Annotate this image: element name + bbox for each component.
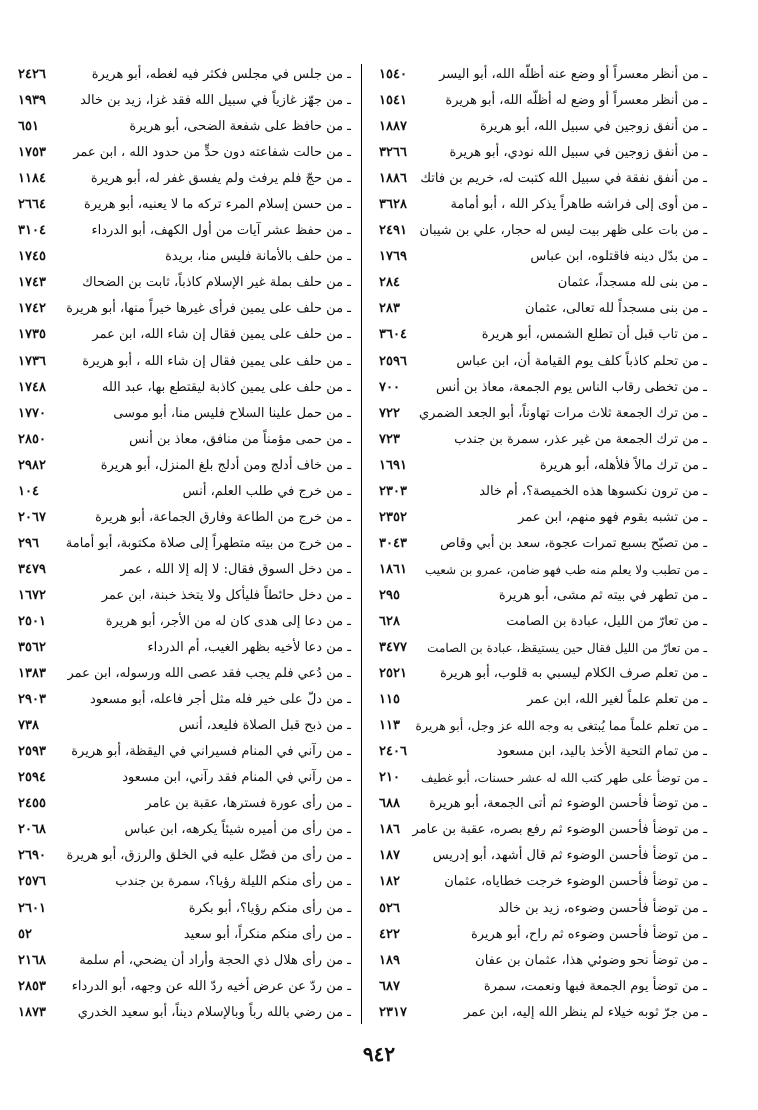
entry-number: ٥٢٦ — [379, 900, 400, 916]
entry-number: ٧٣٨ — [18, 718, 39, 734]
index-entry — [16, 765, 351, 791]
entry-text: ـ من رآني في المنام فقد رآني، ابن مسعود — [122, 770, 351, 786]
entry-text: ـ من ردّ عن عرض أخيه ردّ الله عن وجهه، أبو الدرداء — [71, 978, 351, 994]
entry-text: ـ من دخل السوق فقال: لا إله إلا الله ، عمر — [120, 561, 351, 577]
index-entry — [375, 427, 707, 453]
index-entry — [375, 713, 707, 739]
entry-number: ١٧٦٩ — [379, 249, 407, 265]
entry-number: ١٨٨٦ — [379, 171, 407, 187]
entry-number: ٢٦٩٠ — [18, 848, 46, 864]
entry-text: ـ من حمى مؤمناً من منافق، معاذ بن أنس — [129, 431, 351, 447]
entry-text: ـ من رأى عورة فسترها، عقبة بن عامر — [145, 796, 351, 812]
entry-number: ١٧٥٣ — [18, 145, 46, 161]
entry-text: ـ من أنظر معسراً أو وضع عنه أظلّه الله، أبو اليسر — [439, 67, 707, 82]
entry-number: ١٧٧٠ — [18, 405, 46, 421]
entry-number: ١٧٤٢ — [18, 301, 46, 317]
entry-text: ـ من أنظر معسراً أو وضع له أظلّه الله، أبو هريرة — [445, 93, 707, 109]
index-entry — [16, 635, 351, 661]
entry-text: ـ من خرج من الطاعة وفارق الجماعة، أبو هريرة — [95, 509, 351, 525]
index-entry — [375, 531, 707, 557]
entry-number: ٢٥٠١ — [18, 613, 46, 629]
entry-number: ٦٨٧ — [379, 978, 400, 994]
entry-text: ـ من تعارّ من الليل، عبادة بن الصامت — [506, 613, 707, 629]
entry-text: ـ من توضأ فأحسن الوضوء ثم رفع بصره، عقبة بن عامر — [412, 822, 707, 838]
index-entry — [16, 192, 351, 218]
index-entry — [375, 88, 707, 114]
index-entry — [375, 1000, 707, 1026]
index-entry — [16, 270, 351, 296]
entry-text: ـ من حلف على يمين فرأى غيرها خيراً منها، أبو هريرة — [66, 301, 351, 317]
index-entry — [16, 817, 351, 843]
entry-text: ـ من حسن إسلام المرء تركه ما لا يعنيه، أبو هريرة — [84, 197, 351, 213]
entry-number: ٢٨٤ — [379, 275, 400, 291]
entry-number: ١٨٢ — [379, 874, 400, 890]
index-entry — [375, 166, 707, 192]
entry-number: ٧٢٢ — [379, 405, 400, 421]
entry-number: ٧٢٣ — [379, 431, 400, 447]
index-entry — [375, 635, 707, 661]
entry-text: ـ من ترون نكسوها هذه الخميصة؟، أم خالد — [479, 483, 707, 499]
entry-text: ـ من أوى إلى فراشه طاهراً يذكر الله ، أبو أمامة — [450, 197, 707, 213]
entry-text: ـ من تعلم صرف الكلام ليسبي به قلوب، أبو هريرة — [439, 666, 707, 682]
entry-number: ١٧٤٥ — [18, 249, 46, 265]
index-entry — [16, 609, 351, 635]
entry-number: ١٥٤٠ — [379, 67, 407, 82]
entry-text: ـ من أنفق نفقة في سبيل الله كتبت له، خريم بن فاتك — [420, 171, 707, 187]
entry-text: ـ من دعا إلى هدى كان له من الأجر، أبو هريرة — [105, 613, 351, 629]
index-entry — [375, 583, 707, 609]
entry-text: ـ من رأى من أميره شيئاً يكرهه، ابن عباس — [124, 822, 351, 838]
entry-text: ـ من حفظ عشر آيات من أول الكهف، أبو الدرداء — [91, 223, 351, 239]
entry-text: ـ من ذبح قبل الصلاة فليعد، أنس — [178, 718, 351, 734]
entry-number: ٥٢ — [18, 926, 32, 942]
entry-number: ٢٩٥ — [379, 587, 400, 603]
entry-text: ـ من تعلم علماً مما يُبتغى به وجه الله عز وجل، أبو هريرة — [415, 718, 707, 734]
entry-text: ـ من تخطى رقاب الناس يوم الجمعة، معاذ بن أنس — [436, 379, 707, 395]
entry-number: ١٧٣٦ — [18, 353, 46, 369]
entry-number: ٢٩٦ — [18, 535, 39, 551]
entry-number: ١٣٨٣ — [18, 666, 46, 682]
entry-number: ١٠٤ — [18, 483, 39, 499]
index-entry — [16, 88, 351, 114]
entry-text: ـ من تطهر في بيته ثم مشى، أبو هريرة — [498, 587, 707, 603]
entry-text: ـ من بات على ظهر بيت ليس له حجار، علي بن شيبان — [419, 223, 707, 239]
index-entry — [16, 375, 351, 401]
index-entry — [16, 114, 351, 140]
entry-number: ٢٦٠١ — [18, 900, 46, 916]
index-entry — [16, 739, 351, 765]
entry-number: ٣٦٠٤ — [379, 327, 407, 343]
entry-number: ١٦٩١ — [379, 457, 407, 473]
entry-number: ٦٥١ — [18, 119, 39, 135]
index-entry — [375, 322, 707, 348]
index-entry — [375, 869, 707, 895]
entry-number: ١٧٤٣ — [18, 275, 46, 291]
entry-number: ١٧٣٥ — [18, 327, 46, 343]
entry-number: ٢٥٢١ — [379, 666, 407, 682]
entry-number: ٢٥٩٦ — [379, 353, 407, 369]
entry-text: ـ من بدّل دينه فاقتلوه، ابن عباس — [530, 249, 707, 265]
entry-number: ٧٠٠ — [379, 379, 400, 395]
index-entry — [16, 401, 351, 427]
entry-number: ٢٨٥٠ — [18, 431, 46, 447]
entry-text: ـ من خاف أدلج ومن أدلج بلغ المنزل، أبو هريرة — [100, 457, 351, 473]
entry-text: ـ من حلف بملة غير الإسلام كاذباً، ثابت بن الضحاك — [82, 275, 351, 291]
index-entry — [16, 948, 351, 974]
entry-number: ٣٤٧٩ — [18, 561, 46, 577]
index-entry — [375, 218, 707, 244]
entry-text: ـ من تصبّح بسبع تمرات عجوة، سعد بن أبي وقاص — [440, 535, 707, 551]
index-column-left — [16, 62, 351, 1027]
entry-text: ـ من ترك الجمعة ثلاث مرات تهاوناً، أبو الجعد الضمري — [418, 405, 707, 421]
index-entry — [16, 140, 351, 166]
entry-number: ١٨٨٧ — [379, 119, 407, 135]
entry-text: ـ من أنفق زوجين في سبيل الله نودي، أبو هريرة — [449, 145, 707, 161]
entry-number: ٢٥٩٣ — [18, 744, 46, 760]
entry-text: ـ من رضي بالله رباً وبالإسلام ديناً، أبو سعيد الخدري — [77, 1004, 351, 1020]
index-entry — [16, 296, 351, 322]
entry-number: ٢٠٦٨ — [18, 822, 46, 838]
entry-text: ـ من تاب قبل أن تطلع الشمس، أبو هريرة — [481, 327, 707, 343]
index-entry — [16, 218, 351, 244]
entry-text: ـ من توضأ فأحسن وضوءه، زيد بن خالد — [498, 900, 707, 916]
entry-number: ١١٥ — [379, 692, 400, 708]
index-entry — [16, 166, 351, 192]
entry-number: ٢٤٩١ — [379, 223, 407, 239]
entry-number: ٢٤٢٦ — [18, 67, 46, 82]
entry-text: ـ من توضأ فأحسن الوضوء خرجت خطاياه، عثمان — [444, 874, 707, 890]
index-entry — [16, 791, 351, 817]
entry-text: ـ من حمل علينا السلاح فليس منا، أبو موسى — [113, 405, 351, 421]
index-entry — [16, 843, 351, 869]
entry-text: ـ من تطبب ولا يعلم منه طب فهو ضامن، عمرو بن شعيب — [424, 562, 707, 577]
entry-number: ٦٢٨ — [379, 613, 400, 629]
entry-number: ١٩٣٩ — [18, 93, 46, 109]
entry-number: ٢٥٩٤ — [18, 770, 46, 786]
entry-number: ٤٢٢ — [379, 926, 400, 942]
index-entry — [16, 349, 351, 375]
index-entry — [16, 583, 351, 609]
entry-text: ـ من تمام التحية الأخذ باليد، ابن مسعود — [496, 744, 707, 760]
entry-number: ٣٦٢٨ — [379, 197, 407, 213]
entry-text: ـ من رأى هلال ذي الحجة وأراد أن يضحي، أم سلمة — [79, 952, 351, 968]
entry-number: ١١٣ — [379, 718, 400, 734]
index-entry — [375, 765, 707, 791]
entry-text: ـ من دُعي فلم يجب فقد عصى الله ورسوله، ابن عمر — [67, 666, 351, 682]
entry-number: ٢٨٣ — [379, 301, 400, 317]
entry-text: ـ من توضأ فأحسن الوضوء ثم قال أشهد، أبو إدريس — [432, 848, 707, 864]
entry-text: ـ من توضأ نحو وضوئي هذا، عثمان بن عفان — [475, 952, 707, 968]
index-entry — [375, 896, 707, 922]
entry-text: ـ من توضأ فأحسن وضوءه ثم راح، أبو هريرة — [470, 926, 707, 942]
index-entry — [375, 687, 707, 713]
entry-text: ـ من دخل حائطاً فليأكل ولا يتخذ خبنة، ابن عمر — [101, 587, 351, 603]
index-entry — [375, 114, 707, 140]
index-entry — [375, 948, 707, 974]
index-entry — [16, 453, 351, 479]
entry-text: ـ من رأى منكم رؤيا؟، أبو بكرة — [188, 900, 351, 916]
entry-number: ١٦٧٢ — [18, 587, 46, 603]
index-entry — [16, 896, 351, 922]
entry-number: ٢٣٥٢ — [379, 509, 407, 525]
entry-text: ـ من تعلم علماً لغير الله، ابن عمر — [527, 692, 707, 708]
entry-text: ـ من حلف بالأمانة فليس منا، بريدة — [165, 249, 351, 265]
index-entry — [16, 427, 351, 453]
index-entry — [375, 479, 707, 505]
entry-number: ١٨٩ — [379, 952, 400, 968]
entry-number: ٢٣٠٣ — [379, 483, 407, 499]
entry-text: ـ من تشبه بقوم فهو منهم، ابن عمر — [518, 509, 707, 525]
entry-text: ـ من ترك مالاً فلأهله، أبو هريرة — [539, 457, 707, 473]
entry-text: ـ من تعارّ من الليل فقال حين يستيقظ، عبادة بن الصامت — [427, 641, 707, 656]
entry-text: ـ من أنفق زوجين في سبيل الله، أبو هريرة — [479, 119, 707, 135]
index-entry — [16, 661, 351, 687]
entry-text: ـ من دلّ على خير فله مثل أجر فاعله، أبو مسعود — [90, 692, 351, 708]
entry-number: ٢٠٦٧ — [18, 509, 46, 525]
index-entry — [375, 974, 707, 1000]
index-entry — [375, 505, 707, 531]
entry-number: ١٧٤٨ — [18, 379, 46, 395]
entry-text: ـ من حلف على يمين فقال إن شاء الله، ابن عمر — [92, 327, 351, 343]
index-entry — [16, 869, 351, 895]
index-entry — [375, 192, 707, 218]
index-entry — [375, 791, 707, 817]
entry-number: ١٥٤١ — [379, 93, 407, 109]
index-entry — [375, 817, 707, 843]
entry-number: ٣٥٦٢ — [18, 640, 46, 656]
index-entry — [16, 557, 351, 583]
index-entry — [16, 531, 351, 557]
entry-text: ـ من تحلم كاذباً كلف يوم القيامة أن، ابن عباس — [456, 353, 707, 369]
column-divider — [361, 64, 362, 1024]
entry-number: ٣١٠٤ — [18, 223, 46, 239]
entry-text: ـ من دعا لأخيه بظهر الغيب، أم الدرداء — [147, 640, 351, 656]
index-entry — [375, 375, 707, 401]
entry-number: ١٨٦١ — [379, 561, 407, 577]
entry-number: ٢١٠ — [379, 770, 400, 786]
entry-text: ـ من توضأ على طهر كتب الله له عشر حسنات، أبو غطيف — [421, 771, 707, 786]
entry-text: ـ من رأى منكم الليلة رؤيا؟، سمرة بن جندب — [115, 874, 351, 890]
index-entry — [375, 739, 707, 765]
entry-text: ـ من خرج من بيته متطهراً إلى صلاة مكتوبة، أبو أمامة — [65, 535, 351, 551]
entry-text: ـ من جلس في مجلس فكثر فيه لغطه، أبو هريرة — [91, 67, 351, 82]
entry-number: ١٨٦ — [379, 822, 400, 838]
index-entry — [375, 609, 707, 635]
index-entry — [16, 974, 351, 1000]
entry-text: ـ من حافظ على شفعة الضحى، أبو هريرة — [129, 119, 351, 135]
entry-text: ـ من حالت شفاعته دون حدٍّ من حدود الله ، ابن عمر — [73, 145, 351, 161]
index-entry — [375, 922, 707, 948]
entry-text: ـ من بنى لله مسجداً، عثمان — [557, 275, 707, 291]
entry-text: ـ من ترك الجمعة من غير عذر، سمرة بن جندب — [454, 431, 707, 447]
entry-number: ١٨٧ — [379, 848, 400, 864]
index-entry — [16, 1000, 351, 1026]
entry-number: ٣٠٤٣ — [379, 535, 407, 551]
entry-number: ٢٦٦٤ — [18, 197, 46, 213]
index-entry — [16, 505, 351, 531]
entry-number: ٢٣١٧ — [379, 1004, 407, 1020]
entry-text: ـ من توضأ فأحسن الوضوء ثم أتى الجمعة، أبو هريرة — [429, 796, 707, 812]
page-number: ٩٤٢ — [362, 1042, 396, 1066]
entry-text: ـ من توضأ يوم الجمعة فبها ونعمت، سمرة — [483, 978, 707, 994]
entry-number: ٢٨٥٣ — [18, 978, 46, 994]
index-entry — [16, 62, 351, 88]
entry-number: ٦٨٨ — [379, 796, 400, 812]
index-column-right — [375, 62, 707, 1027]
index-entry — [375, 661, 707, 687]
entry-number: ٣٤٧٧ — [379, 640, 407, 656]
index-entry — [375, 349, 707, 375]
entry-text: ـ من خرج في طلب العلم، أنس — [182, 483, 351, 499]
index-entry — [375, 296, 707, 322]
entry-number: ٢٥٧٦ — [18, 874, 46, 890]
index-entry — [16, 713, 351, 739]
entry-text: ـ من رأى منكم منكراً، أبو سعيد — [183, 926, 351, 942]
index-entry — [375, 401, 707, 427]
index-entry — [16, 922, 351, 948]
entry-number: ٢١٦٨ — [18, 952, 46, 968]
entry-text: ـ من جهّز غازياً في سبيل الله فقد غزا، زيد بن خالد — [80, 93, 351, 109]
index-entry — [375, 140, 707, 166]
index-entry — [16, 479, 351, 505]
entry-number: ١١٨٤ — [18, 171, 46, 187]
entry-number: ٢٩٨٢ — [18, 457, 46, 473]
index-entry — [16, 687, 351, 713]
entry-number: ٣٢٦٦ — [379, 145, 407, 161]
entry-text: ـ من حجّ فلم يرفث ولم يفسق غفر له، أبو هريرة — [90, 171, 351, 187]
entry-text: ـ من جرّ ثوبه خيلاء لم ينظر الله إليه، ابن عمر — [463, 1004, 707, 1020]
entry-text: ـ من حلف على يمين فقال إن شاء الله ، أبو هريرة — [82, 353, 351, 369]
entry-number: ٢٤٥٥ — [18, 796, 46, 812]
index-entry — [16, 322, 351, 348]
index-entry — [375, 843, 707, 869]
index-entry — [375, 453, 707, 479]
entry-text: ـ من رأى من فضّل عليه في الخلق والرزق، أبو هريرة — [66, 848, 351, 864]
index-entry — [375, 557, 707, 583]
index-entry — [375, 270, 707, 296]
entry-text: ـ من رآني في المنام فسيراني في اليقظة، أبو هريرة — [71, 744, 351, 760]
entry-number: ٢٩٠٣ — [18, 692, 46, 708]
index-entry — [375, 244, 707, 270]
entry-number: ١٨٧٣ — [18, 1004, 46, 1020]
index-entry — [16, 244, 351, 270]
entry-text: ـ من بنى مسجداً لله تعالى، عثمان — [524, 301, 707, 317]
entry-text: ـ من حلف على يمين كاذبة ليقتطع بها، عبد الله — [101, 379, 351, 395]
entry-number: ٢٤٠٦ — [379, 744, 407, 760]
index-entry — [375, 62, 707, 88]
